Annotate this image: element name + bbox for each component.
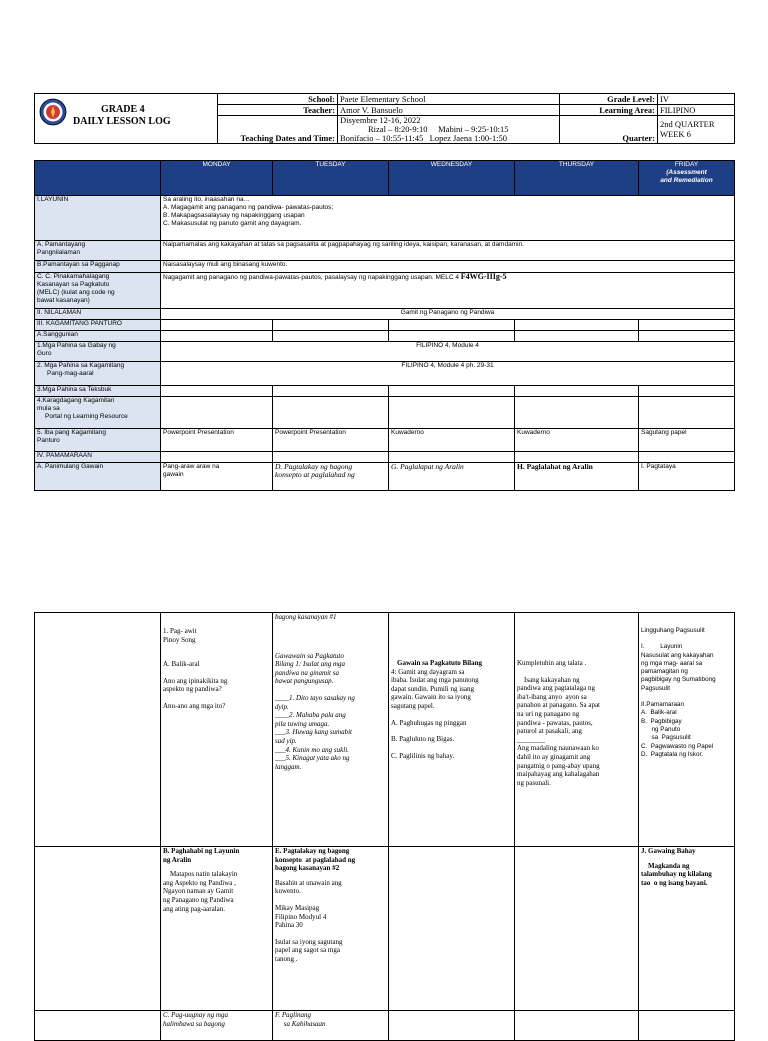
quarter-label: Quarter: xyxy=(560,116,658,144)
cell-line: bawat pangungusap. xyxy=(275,677,334,686)
cell-line xyxy=(163,669,270,677)
label-line: Pang-mag-aaral xyxy=(47,370,94,377)
gawaing-bahay-friday xyxy=(639,847,735,1011)
empty-cell xyxy=(161,386,273,397)
talata-thursday xyxy=(515,613,639,847)
cell-line: aspekto ng pandiwa? xyxy=(163,685,222,694)
cell-line: iba't-ibang anyo ayon sa xyxy=(517,692,587,701)
layunin-line: A. Magagamit ang panagano ng pandiwa- pawatas-pautos; xyxy=(163,204,334,211)
paglinang-tuesday xyxy=(273,1011,389,1041)
dates-line: Rizal – 8:20-9:10 Mabini – 9:25-10:15 xyxy=(368,124,509,134)
gawain-wednesday xyxy=(389,613,515,847)
cell-line: A. Balik-aral xyxy=(163,660,200,669)
layunin-content xyxy=(161,196,735,241)
kagamitan-mag-content: FILIPINO 4, Module 4 ph. 29-31 xyxy=(161,362,735,386)
cell-line: A. Paghuhugas ng pinggan xyxy=(391,718,467,727)
label-line: Kasanayan sa Pagkatuto xyxy=(37,281,110,288)
cell-line: Isang kakayahan ng xyxy=(517,675,580,684)
cell-line: D. Pagtatala ng Iskor. xyxy=(641,750,703,758)
cell-lines xyxy=(163,870,270,913)
cell-lines xyxy=(517,659,636,787)
cell-line: E. Pagtalakay ng bagong xyxy=(275,847,350,855)
cell-line: II.Pamamaraan xyxy=(641,701,685,709)
label-line: mula sa xyxy=(37,405,60,412)
cell-line: dahil ito ay ginagamit ang xyxy=(517,752,591,761)
empty-cell xyxy=(389,386,515,397)
nilalaman-label: II. NILALAMAN xyxy=(35,309,161,320)
panimula-tuesday xyxy=(273,463,389,491)
empty-cell xyxy=(639,331,735,342)
melc-text: Nagagamit ang panagano ng pandiwa-pawatas-pautos, pasalaysay ng napakinggang usapan. MELC 4 xyxy=(163,274,459,281)
empty-cell xyxy=(161,452,273,463)
pagganap-content: Naisasalaysay muli ang binasang kuwento. xyxy=(161,261,735,273)
empty-cell xyxy=(389,1011,515,1041)
cell-line: konsepto at paglalahad ng xyxy=(275,470,355,479)
cell-line: Ang madaling naunawaan ko xyxy=(517,744,599,753)
day-header-tuesday: TUESDAY xyxy=(273,161,389,196)
cell-line: sagutang papel. xyxy=(391,701,435,710)
cell-line: Isulat sa iyong sagutang xyxy=(275,937,343,946)
cell-lines xyxy=(391,668,512,761)
cell-line: Pagsusulit xyxy=(641,684,671,692)
cell-line: paturol at pasakali, ang xyxy=(517,727,582,736)
empty-cell xyxy=(515,331,639,342)
cell-line: ____1. Dito tayo sasakay ng xyxy=(275,693,355,702)
grade-level-value: IV xyxy=(658,94,735,105)
gabay-content: FILIPINO 4, Module 4 xyxy=(161,342,735,362)
day-header-friday xyxy=(639,161,735,196)
label-line: Pangnilalaman xyxy=(37,249,81,256)
cell-line xyxy=(163,694,270,702)
pag-uugnay-monday xyxy=(161,1011,273,1041)
cell-line xyxy=(275,930,386,938)
empty-cell xyxy=(273,331,389,342)
iba-thursday: Kuwaderno xyxy=(515,429,639,452)
iba-label xyxy=(35,429,161,452)
cell-line: dyip. xyxy=(275,702,289,711)
school-value: Paete Elementary School xyxy=(338,94,560,105)
cell-line: talambuhay ng kilalang xyxy=(641,870,712,879)
day-header-monday: MONDAY xyxy=(161,161,273,196)
cell-line: ___3. Huwag kang sumabit xyxy=(275,728,352,737)
panimula-label: A. Panimulang Gawain xyxy=(35,463,161,491)
empty-cell xyxy=(515,1011,639,1041)
cell-lines xyxy=(641,862,732,888)
cell-line: Ngayon naman ay Gamit xyxy=(163,887,234,896)
label-line: bawat kasanayan) xyxy=(37,297,90,304)
label-line: 4.Karagdagang Kagamitan xyxy=(37,397,115,404)
cell-line: Bilang 1: Isulat ang mga xyxy=(275,660,345,669)
cell-line: C. Paglilinis ng bahay. xyxy=(391,751,455,760)
cell-line: ng pasunali. xyxy=(517,778,551,787)
cell-line: gawain. Gawain ito sa iyong xyxy=(391,693,471,702)
cell-line: pandiwa na ginamit sa xyxy=(275,668,339,677)
day-header-wednesday: WEDNESDAY xyxy=(389,161,515,196)
kagamitan-label: III. KAGAMITANG PANTURO xyxy=(35,320,161,331)
empty-cell xyxy=(515,320,639,331)
cell-lines xyxy=(163,1011,270,1028)
label-line: C. C. Pinakamahalagang xyxy=(37,273,110,280)
iba-monday: Powerpoint Presentation xyxy=(161,429,273,452)
cell-line: Matapos natin talakayin xyxy=(163,870,238,879)
cell-lines xyxy=(163,627,270,711)
cell-lines xyxy=(163,847,270,864)
log-title: DAILY LESSON LOG xyxy=(73,116,171,127)
deped-seal-icon xyxy=(39,98,67,126)
cell-line: konsepto at paglalahad ng xyxy=(275,855,356,864)
label-line: (MELC) (kulat ang code ng xyxy=(37,289,115,296)
cell-line: papel ang sagot sa mga xyxy=(275,946,340,955)
cell-line xyxy=(163,644,270,652)
cell-line: J. Gawaing Bahay xyxy=(641,847,696,855)
cell-line: Pang-araw araw na xyxy=(163,463,220,470)
lesson-table-continued xyxy=(34,612,735,1041)
empty-cell xyxy=(389,452,515,463)
cell-line: tao o ng isang bayani. xyxy=(641,878,708,887)
cell-line: na uri ng panagano ng xyxy=(517,709,580,718)
empty-cell xyxy=(161,397,273,429)
cell-line xyxy=(275,896,386,904)
cell-lines xyxy=(275,1011,386,1028)
cell-line: gawain xyxy=(163,471,184,478)
cell-line: sa Pagsusulit xyxy=(641,734,691,742)
friday-note: and Remediation xyxy=(660,177,713,184)
iba-wednesday: Kuwaderno xyxy=(389,429,515,452)
pagsusulit-friday xyxy=(639,613,735,847)
dates-line: Disyembre 12-16, 2022 xyxy=(340,115,421,125)
cell-line: B. Pagluluto ng Bigas. xyxy=(391,735,455,744)
melc-label xyxy=(35,273,161,309)
cell-line: kuwento. xyxy=(275,887,301,896)
cell-line xyxy=(391,711,512,719)
cell-line: Mikay Masipag xyxy=(275,903,320,912)
teacher-value: Amor V. Bansuelo xyxy=(338,105,560,116)
cell-line: 1. Pag- awit xyxy=(163,627,197,635)
cell-line: pandiwa - pawatas, pautos, xyxy=(517,718,593,727)
cell-line xyxy=(641,635,732,643)
pamamaraan-label: IV. PAMAMARAAN xyxy=(35,452,161,463)
layunin-label: I.LAYUNIN xyxy=(35,196,161,241)
cell-line: Pinoy Song xyxy=(163,635,196,644)
friday-label: FRIDAY xyxy=(674,161,699,168)
cell-line: I. Layunin xyxy=(641,643,683,651)
iba-tuesday: Powerpoint Presentation xyxy=(273,429,389,452)
cell-line: panahon at panagano. Sa apat xyxy=(517,701,600,710)
panimula-wednesday: G. Paglalapat ng Aralin xyxy=(389,463,515,491)
nilalaman-content: Gamit ng Panagano ng Pandiwa xyxy=(161,309,735,320)
empty-cell xyxy=(639,397,735,429)
cell-lines xyxy=(275,879,386,964)
empty-cell xyxy=(639,386,735,397)
cell-line: pagbibigay ng Sumatibong xyxy=(641,676,716,684)
cell-line: Basahin at unawain ang xyxy=(275,878,342,887)
cell-line: Filipino Modyul 4 xyxy=(275,912,327,921)
cell-line: Anu-ano ang mga ito? xyxy=(163,701,226,710)
gabay-label xyxy=(35,342,161,362)
dates-value xyxy=(338,116,560,144)
dates-line: Bonifacio – 10:55-11:45 Lopez Jaena 1:00-1:50 xyxy=(340,133,508,143)
cell-line: ng mga mag- aaral sa xyxy=(641,659,703,667)
friday-note: (Assessment xyxy=(666,169,707,176)
layunin-line: C. Makasusulat ng panuto gamit ang dayagram. xyxy=(163,220,302,227)
empty-cell xyxy=(515,397,639,429)
empty-cell xyxy=(273,397,389,429)
teacher-label: Teacher: xyxy=(218,105,338,116)
label-line: 2. Mga Pahina sa Kagamitang xyxy=(37,362,125,369)
empty-cell xyxy=(515,847,639,1011)
discussion-tuesday xyxy=(273,613,389,847)
pagganap-label: B.Pamantayan sa Pagganap xyxy=(35,261,161,273)
cell-line: ng Panuto xyxy=(641,725,681,733)
panimula-friday: I. Pagtataya xyxy=(639,463,735,491)
lesson-table xyxy=(34,160,735,491)
empty-cell xyxy=(161,331,273,342)
cell-line: C. Pag-uugnay ng mga xyxy=(163,1011,228,1019)
motivation-monday xyxy=(161,613,273,847)
cell-lines xyxy=(641,627,732,759)
cell-line: pila tuwing umaga. xyxy=(275,719,330,728)
empty-cell xyxy=(389,320,515,331)
cell-line: bagong kasanayan #2 xyxy=(275,864,340,873)
cell-lines xyxy=(275,652,386,772)
cell-line: ng Aralin xyxy=(163,855,192,864)
day-header-blank xyxy=(35,161,161,196)
cell-line: Lingguhang Pagsusulit xyxy=(641,627,705,634)
cell-line: ibaba. Isulat ang mga panutong xyxy=(391,676,479,685)
week-text: WEEK 6 xyxy=(660,129,691,139)
dates-label: Teaching Dates and Time: xyxy=(218,116,338,144)
pamantayang-content: Naipamamalas ang kakayahan at tatas sa pagsasalita at pagpapahayag ng sariling ideya, kaisipan, karanasan, at damdamin. xyxy=(161,241,735,261)
cell-line: sad yip. xyxy=(275,736,297,745)
cell-line: B. Paghahabi ng Layunin xyxy=(163,847,240,855)
cell-line: A. Balik-aral xyxy=(641,709,677,717)
empty-cell xyxy=(389,331,515,342)
empty-cell xyxy=(515,452,639,463)
cell-line: ang ating pag-aaralan. xyxy=(163,904,225,913)
empty-cell xyxy=(639,452,735,463)
layunin-line: Sa araling ito, inaasahan na… xyxy=(163,196,251,203)
label-line: 1.Mga Pahina sa Gabay ng xyxy=(37,342,116,349)
cell-line: B. Pagbibigay xyxy=(641,717,682,725)
empty-cell xyxy=(389,397,515,429)
cell-line: ___4. Kunin mo ang sukli. xyxy=(275,745,349,754)
layunin-line: B. Makapagsasalaysay ng napakinggang usapan xyxy=(163,212,305,219)
cell-line: C. Pagwawasto ng Papel xyxy=(641,742,714,750)
empty-cell xyxy=(273,320,389,331)
melc-content xyxy=(161,273,735,309)
quarter-text: 2nd QUARTER xyxy=(660,119,715,129)
panimula-thursday: H. Paglalahat ng Aralin xyxy=(515,463,639,491)
cell-line xyxy=(163,652,270,660)
cell-line xyxy=(275,686,386,694)
pagtalakay-tuesday xyxy=(273,847,389,1011)
cell-line: Nasusulat ang kakayahan xyxy=(641,651,714,659)
empty-cell xyxy=(35,613,161,847)
teksbuk-label: 3.Mga Pahina sa Teksbuk xyxy=(35,386,161,397)
empty-cell xyxy=(639,320,735,331)
cell-line: Gawain sa Pagkatuto Bilang xyxy=(397,659,482,667)
melc-code: F4WG-IIIg-5 xyxy=(460,272,507,281)
day-header-thursday: THURSDAY xyxy=(515,161,639,196)
empty-cell xyxy=(639,1011,735,1041)
cell-line: Magkanda ng xyxy=(641,861,690,870)
cell-lines xyxy=(275,847,386,873)
cell-line xyxy=(517,668,636,676)
paghahabi-monday xyxy=(161,847,273,1011)
cell-line xyxy=(641,693,732,701)
cell-line: Pahina 30 xyxy=(275,921,303,930)
empty-cell xyxy=(515,386,639,397)
empty-cell xyxy=(35,847,161,1011)
school-label: School: xyxy=(218,94,338,105)
cell-line: ___5. Kinagat yata ako ng xyxy=(275,754,350,763)
cell-line: bagong kasanayan #1 xyxy=(275,613,337,621)
cell-line: Gawawain sa Pagkatuto xyxy=(275,651,344,660)
cell-line: pangatnig o pang-abay upang xyxy=(517,761,600,770)
cell-line: pamamagitan ng xyxy=(641,668,688,676)
title-cell xyxy=(35,94,218,144)
cell-line: dapat sundin. Pumili ng isang xyxy=(391,684,475,693)
sanggunian-label: A.Sanggunian xyxy=(35,331,161,342)
cell-line: tanong . xyxy=(275,954,298,963)
cell-line: F. Paglinang xyxy=(275,1011,312,1019)
label-line: Panturo xyxy=(37,437,60,444)
cell-line: ____2. Mahaba pala ang xyxy=(275,711,346,720)
iba-friday: Sagutang papel xyxy=(639,429,735,452)
cell-line: ng Panagano ng Pandiwa xyxy=(163,895,234,904)
empty-cell xyxy=(35,1011,161,1041)
panimula-monday xyxy=(161,463,273,491)
quarter-value xyxy=(658,116,735,144)
cell-line: langgam. xyxy=(275,762,302,771)
label-line: Guro xyxy=(37,350,52,357)
karagdagang-label xyxy=(35,397,161,429)
learning-area-label: Learning Area: xyxy=(560,105,658,116)
pamantayang-label xyxy=(35,241,161,261)
cell-line: sa Kabihasaan xyxy=(275,1019,326,1028)
cell-line: pandiwa ang pagtatalaga ng xyxy=(517,684,595,693)
empty-cell xyxy=(273,452,389,463)
grade-level-label: Grade Level: xyxy=(560,94,658,105)
label-line: 5. Iba pang Kagamitang xyxy=(37,429,107,436)
cell-line: Ano ang ipinakikita ng xyxy=(163,676,228,685)
cell-line: D. Pagtalakay ng bagong xyxy=(275,462,353,471)
cell-line: halimbawa sa bagong xyxy=(163,1019,225,1028)
cell-line xyxy=(391,727,512,735)
cell-line: ________ xyxy=(517,735,545,744)
header-table xyxy=(34,93,735,144)
cell-line: ang Aspekto ng Pandiwa , xyxy=(163,878,236,887)
cell-line: Kumpletuhin ang talata . xyxy=(517,659,587,667)
learning-area-value: FILIPINO xyxy=(658,105,735,116)
cell-line: 4: Gamit ang dayagram sa xyxy=(391,667,465,676)
label-line: Portal ng Learning Resource xyxy=(45,413,128,420)
grade-title: GRADE 4 xyxy=(101,104,145,115)
cell-line xyxy=(391,744,512,752)
empty-cell xyxy=(389,847,515,1011)
label-line: A. Pamantayang xyxy=(37,241,86,248)
empty-cell xyxy=(161,320,273,331)
cell-line: maipahayag ang kahalagahan xyxy=(517,770,600,779)
empty-cell xyxy=(273,386,389,397)
kagamitan-mag-label xyxy=(35,362,161,386)
